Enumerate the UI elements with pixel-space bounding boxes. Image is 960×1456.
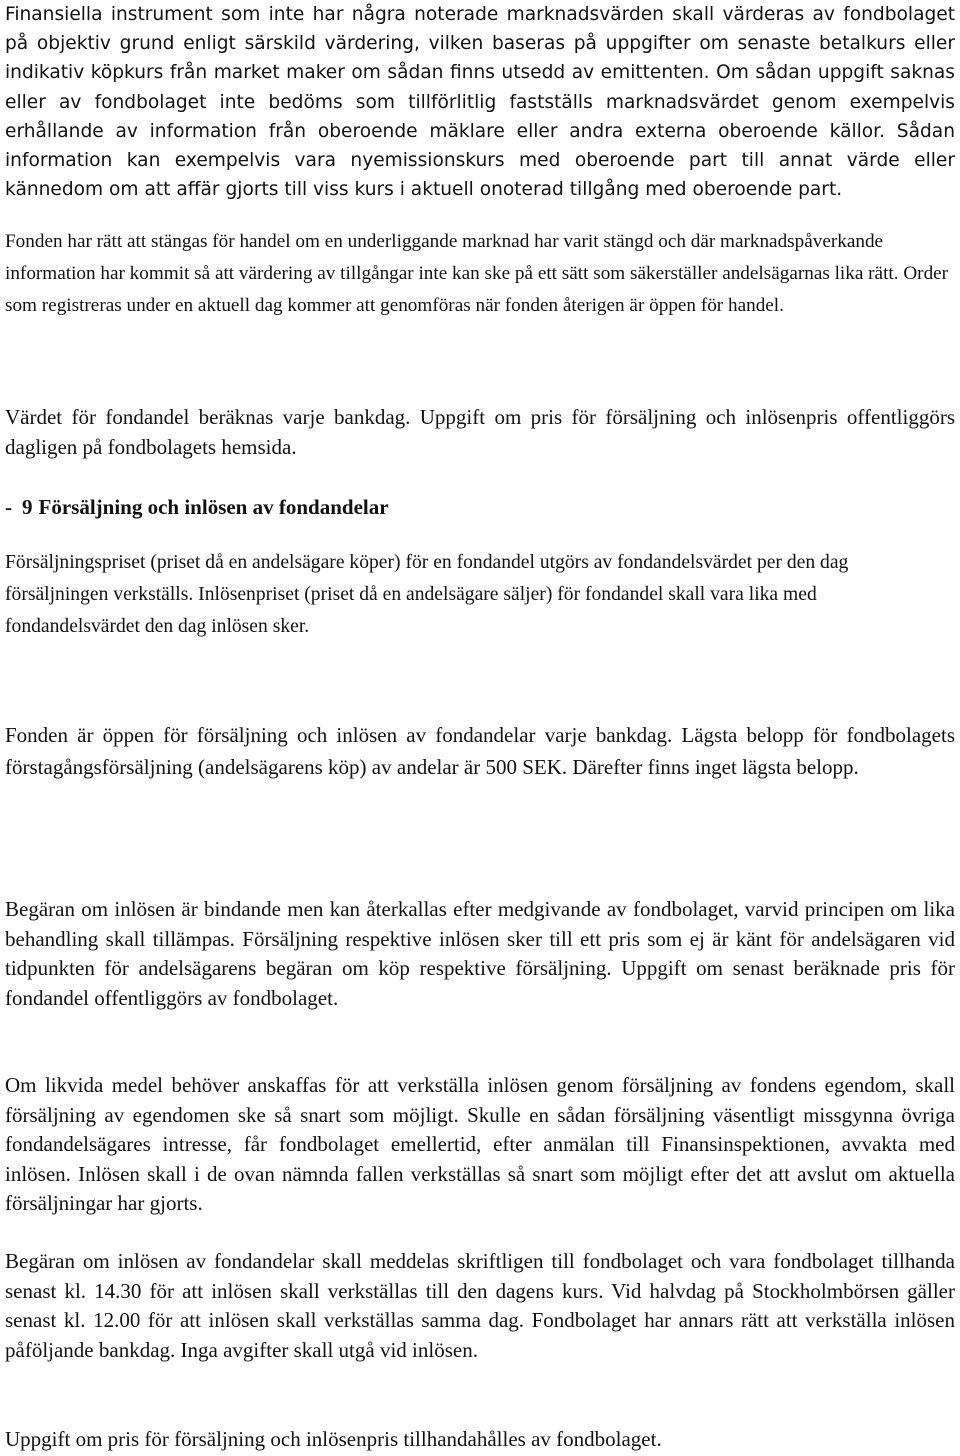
paragraph-sale-price: Försäljningspriset (priset då en andelsägare köper) för en fondandel utgörs av fondandelsvärdet per den dag försäljningen verkställs. Inlösenpriset (priset då en andelsägare säljer) för fondandel skall vara lika med fondandelsvärdet den dag inlösen sker. [5, 552, 849, 638]
paragraph-price-info: Uppgift om pris för försäljning och inlösenpris tillhandahålles av fondbolaget. [5, 1427, 662, 1451]
section-number: 9 [22, 495, 33, 519]
paragraph-unit-value: Värdet för fondandel beräknas varje bankdag. Uppgift om pris för försäljning och inlösenpris offentliggörs dagligen på fondbolagets hemsida. [5, 405, 955, 459]
paragraph-redemption-request: Begäran om inlösen av fondandelar skall meddelas skriftligen till fondbolaget och vara fondbolaget tillhanda senast kl. 14.30 för att inlösen skall verkställas till den dagens kurs. Vid halvdag på Stockholmbörsen gäller senast kl. 12.00 för att inlösen skall verkställas samma dag. Fondbolaget har annars rätt att verkställa inlösen påföljande bankdag. Inga avgifter skall utgå vid inlösen. [5, 1249, 955, 1362]
paragraph-liquidity: Om likvida medel behöver anskaffas för att verkställa inlösen genom försäljning av fondens egendom, skall försäljning av egendomen ske så snart som möjligt. Skulle en sådan försäljning väsentligt missgynna övriga fondandelsägares intresse, får fondbolaget emellertid, efter anmälan till Finansinspektionen, avvakta med inlösen. Inlösen skall i de ovan nämnda fallen verkställas så snart som möjligt efter det att avslut om aktuella försäljningar har gjorts. [5, 1073, 955, 1215]
section-title: Försäljning och inlösen av fondandelar [38, 495, 389, 519]
heading-bullet: - [5, 495, 12, 519]
paragraph-valuation: Finansiella instrument som inte har några noterade marknadsvärden skall värderas av fondbolaget på objektiv grund enligt särskild värdering, vilken baseras på uppgifter om senaste betalkurs eller indikativ köpkurs från market maker om sådan finns utsedd av emittenten. Om sådan uppgift saknas eller av fondbolaget inte bedöms som tillförlitlig fastställs marknadsvärdet genom exempelvis erhållande av information från oberoende mäklare eller andra externa oberoende källor. Sådan information kan exempelvis vara nyemissionskurs med oberoende part till annat värde eller kännedom om att affär gjorts till viss kurs i aktuell onoterad tillgång med oberoende part. [5, 4, 955, 201]
paragraph-trading-suspension: Fonden har rätt att stängas för handel om en underliggande marknad har varit stängd och där marknadspåverkande information har kommit så att värdering av tillgångar inte kan ske på ett sätt som säkerställer andelsägarnas lika rätt. Order som registreras under en aktuell dag kommer att genomföras när fonden återigen är öppen för handel. [5, 231, 949, 317]
paragraph-redemption-binding: Begäran om inlösen är bindande men kan återkallas efter medgivande av fondbolaget, varvid principen om lika behandling skall tillämpas. Försäljning respektive inlösen sker till ett pris som ej är känt för andelsägaren vid tidpunkten för andelsägarens begäran om köp respektive försäljning. Uppgift om senast beräknade pris för fondandel offentliggörs av fondbolaget. [5, 897, 955, 1010]
section-heading [5, 493, 960, 522]
paragraph-opening-hours: Fonden är öppen för försäljning och inlösen av fondandelar varje bankdag. Lägsta belopp för fondbolagets förstagångsförsäljning (andelsägarens köp) av andelar är 500 SEK. Därefter finns inget lägsta belopp. [5, 723, 955, 779]
